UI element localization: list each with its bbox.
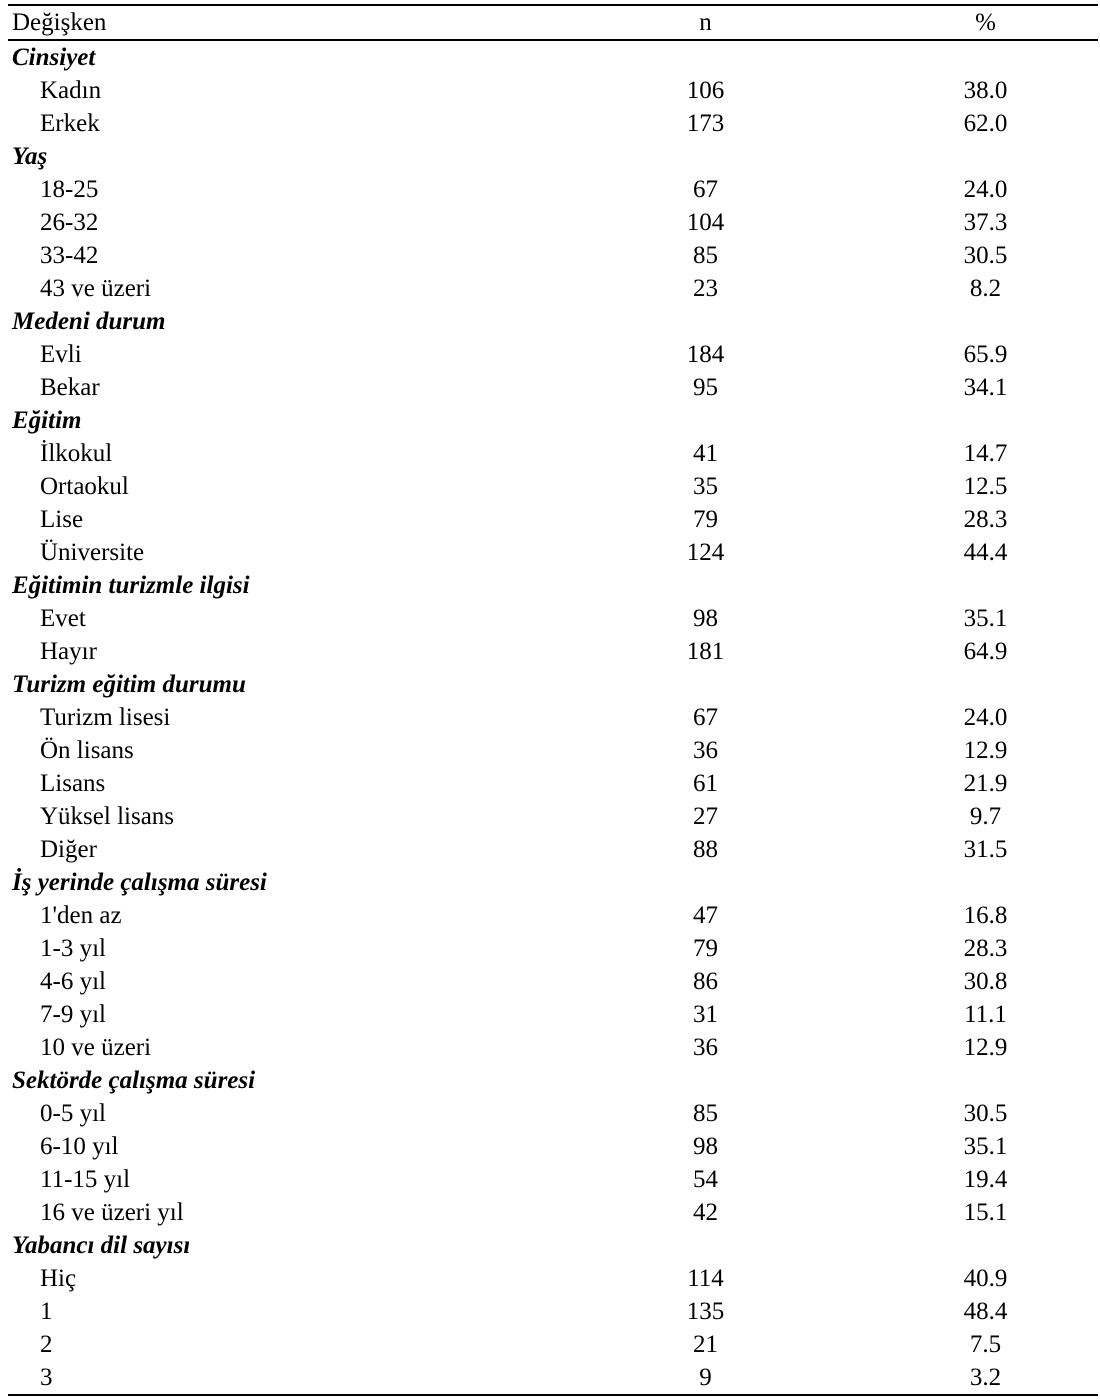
- group-row: [8, 40, 1098, 74]
- table-row: [8, 899, 1098, 932]
- table-row: [8, 734, 1098, 767]
- group-title: Sektörde çalışma süresi: [12, 1067, 256, 1094]
- row-percent-value: 62.0: [963, 110, 1008, 137]
- table-row: [8, 1196, 1098, 1229]
- row-label: 43 ve üzeri: [40, 275, 152, 302]
- row-label: 1: [40, 1298, 53, 1325]
- group-row: [8, 1229, 1098, 1262]
- row-percent-value: 65.9: [963, 341, 1008, 368]
- row-n-value: 79: [693, 935, 718, 962]
- column-header-variable: Değişken: [8, 5, 538, 40]
- table-row: [8, 338, 1098, 371]
- row-percent-value: 8.2: [969, 275, 1002, 302]
- row-percent-value: 35.1: [963, 605, 1008, 632]
- row-n-value: 184: [686, 341, 725, 368]
- table-row: [8, 107, 1098, 140]
- column-header-n: n: [538, 5, 873, 40]
- group-title: Yaş: [12, 143, 48, 170]
- row-percent-value: 16.8: [963, 902, 1008, 929]
- row-label: Hayır: [40, 638, 97, 665]
- table-row: [8, 1262, 1098, 1295]
- row-label: İlkokul: [40, 440, 113, 467]
- group-row: [8, 569, 1098, 602]
- table-row: [8, 800, 1098, 833]
- row-percent-value: 38.0: [963, 77, 1008, 104]
- table-row: [8, 635, 1098, 668]
- row-percent-value: 14.7: [963, 440, 1008, 467]
- table-row: [8, 503, 1098, 536]
- row-n-value: 54: [693, 1166, 718, 1193]
- row-n-value: 36: [693, 1034, 718, 1061]
- row-percent-value: 19.4: [963, 1166, 1008, 1193]
- row-label: 7-9 yıl: [40, 1001, 106, 1028]
- row-percent-value: 7.5: [969, 1331, 1002, 1358]
- row-n-value: 135: [686, 1298, 725, 1325]
- row-label: 18-25: [40, 176, 99, 203]
- row-n-value: 41: [693, 440, 718, 467]
- row-percent-value: 24.0: [963, 176, 1008, 203]
- group-title: Eğitimin turizmle ilgisi: [12, 572, 250, 599]
- group-row: [8, 140, 1098, 173]
- row-percent-value: 12.5: [963, 473, 1008, 500]
- row-label: 16 ve üzeri yıl: [40, 1199, 184, 1226]
- row-label: 10 ve üzeri: [40, 1034, 152, 1061]
- row-percent-value: 30.8: [963, 968, 1008, 995]
- row-percent-value: 15.1: [963, 1199, 1008, 1226]
- table-row: [8, 1130, 1098, 1163]
- row-n-value: 42: [693, 1199, 718, 1226]
- table-row: [8, 74, 1098, 107]
- row-n-value: 27: [693, 803, 718, 830]
- group-title: Eğitim: [12, 407, 82, 434]
- row-label: Kadın: [40, 77, 102, 104]
- row-n-value: 35: [693, 473, 718, 500]
- row-percent-value: 30.5: [963, 242, 1008, 269]
- group-title: Cinsiyet: [12, 44, 96, 71]
- table-body: [8, 40, 1098, 1395]
- table-row: [8, 1097, 1098, 1130]
- row-label: 6-10 yıl: [40, 1133, 119, 1160]
- row-n-value: 67: [693, 176, 718, 203]
- row-percent-value: 21.9: [963, 770, 1008, 797]
- row-percent-value: 30.5: [963, 1100, 1008, 1127]
- row-label: Evli: [40, 341, 82, 368]
- row-n-value: 106: [686, 77, 725, 104]
- row-percent-value: 3.2: [873, 1361, 1098, 1395]
- row-percent-value: 9.7: [969, 803, 1002, 830]
- table-row: [8, 767, 1098, 800]
- row-label: Lisans: [40, 770, 106, 797]
- row-label: 11-15 yıl: [40, 1166, 131, 1193]
- row-label: 2: [40, 1331, 53, 1358]
- table-row: [8, 371, 1098, 404]
- demographics-table: [8, 4, 1098, 1396]
- table-row: [8, 965, 1098, 998]
- group-title: Turizm eğitim durumu: [12, 671, 246, 698]
- row-percent-value: 37.3: [963, 209, 1008, 236]
- table-row: [8, 1361, 1098, 1395]
- row-label: Bekar: [40, 374, 100, 401]
- group-title: Yabancı dil sayısı: [12, 1232, 191, 1259]
- table-row: [8, 602, 1098, 635]
- row-percent-value: 31.5: [963, 836, 1008, 863]
- row-percent-value: 11.1: [964, 1001, 1007, 1028]
- row-n-value: 23: [693, 275, 718, 302]
- row-label: 0-5 yıl: [40, 1100, 106, 1127]
- row-n-value: 79: [693, 506, 718, 533]
- row-percent-value: 40.9: [963, 1265, 1008, 1292]
- group-row: [8, 404, 1098, 437]
- table-row: [8, 437, 1098, 470]
- row-label: Erkek: [40, 110, 100, 137]
- row-percent-value: 35.1: [963, 1133, 1008, 1160]
- table-row: [8, 998, 1098, 1031]
- group-row: [8, 668, 1098, 701]
- row-n-value: 61: [693, 770, 718, 797]
- row-label: Hiç: [40, 1265, 77, 1292]
- row-label: Ortaokul: [40, 473, 129, 500]
- row-percent-value: 24.0: [963, 704, 1008, 731]
- row-n-value: 88: [693, 836, 718, 863]
- row-n-value: 36: [693, 737, 718, 764]
- table-row: [8, 1163, 1098, 1196]
- header-row: [8, 5, 1098, 40]
- row-n-value: 95: [693, 374, 718, 401]
- row-label: 4-6 yıl: [40, 968, 106, 995]
- row-n-value: 9: [538, 1361, 873, 1395]
- row-n-value: 21: [693, 1331, 718, 1358]
- row-percent-value: 64.9: [963, 638, 1008, 665]
- table-row: [8, 932, 1098, 965]
- row-n-value: 98: [693, 1133, 718, 1160]
- group-row: [8, 1064, 1098, 1097]
- table-row: [8, 536, 1098, 569]
- table-row: [8, 173, 1098, 206]
- row-n-value: 47: [693, 902, 718, 929]
- row-percent-value: 12.9: [963, 1034, 1008, 1061]
- row-n-value: 181: [686, 638, 725, 665]
- table-row: [8, 833, 1098, 866]
- row-label: 3: [8, 1361, 538, 1395]
- group-title: İş yerinde çalışma süresi: [12, 869, 267, 896]
- row-label: Evet: [40, 605, 86, 632]
- group-row: [8, 305, 1098, 338]
- row-n-value: 173: [686, 110, 725, 137]
- row-label: Diğer: [40, 836, 97, 863]
- row-n-value: 114: [687, 1265, 724, 1292]
- row-n-value: 85: [693, 1100, 718, 1127]
- row-label: 26-32: [40, 209, 99, 236]
- row-label: 1'den az: [40, 902, 122, 929]
- row-percent-value: 48.4: [963, 1298, 1008, 1325]
- row-n-value: 98: [693, 605, 718, 632]
- row-label: Turizm lisesi: [40, 704, 171, 731]
- row-n-value: 124: [686, 539, 725, 566]
- row-label: Üniversite: [40, 539, 145, 566]
- row-n-value: 104: [686, 209, 725, 236]
- group-row: [8, 866, 1098, 899]
- group-title: Medeni durum: [12, 308, 166, 335]
- row-percent-value: 34.1: [963, 374, 1008, 401]
- row-percent-value: 44.4: [963, 539, 1008, 566]
- table-row: [8, 206, 1098, 239]
- table-row: [8, 1031, 1098, 1064]
- row-n-value: 86: [693, 968, 718, 995]
- row-n-value: 67: [693, 704, 718, 731]
- row-n-value: 31: [693, 1001, 718, 1028]
- table-row: [8, 272, 1098, 305]
- row-label: 1-3 yıl: [40, 935, 106, 962]
- row-label: Lise: [40, 506, 84, 533]
- table-row: [8, 470, 1098, 503]
- table-row: [8, 1328, 1098, 1361]
- row-percent-value: 28.3: [963, 506, 1008, 533]
- row-label: 33-42: [40, 242, 99, 269]
- column-header-percent: %: [873, 5, 1098, 40]
- table-row: [8, 701, 1098, 734]
- row-n-value: 85: [693, 242, 718, 269]
- table-row: [8, 239, 1098, 272]
- row-percent-value: 12.9: [963, 737, 1008, 764]
- row-label: Yüksel lisans: [40, 803, 175, 830]
- table-header: [8, 5, 1098, 40]
- row-percent-value: 28.3: [963, 935, 1008, 962]
- table-row: [8, 1295, 1098, 1328]
- row-label: Ön lisans: [40, 737, 134, 764]
